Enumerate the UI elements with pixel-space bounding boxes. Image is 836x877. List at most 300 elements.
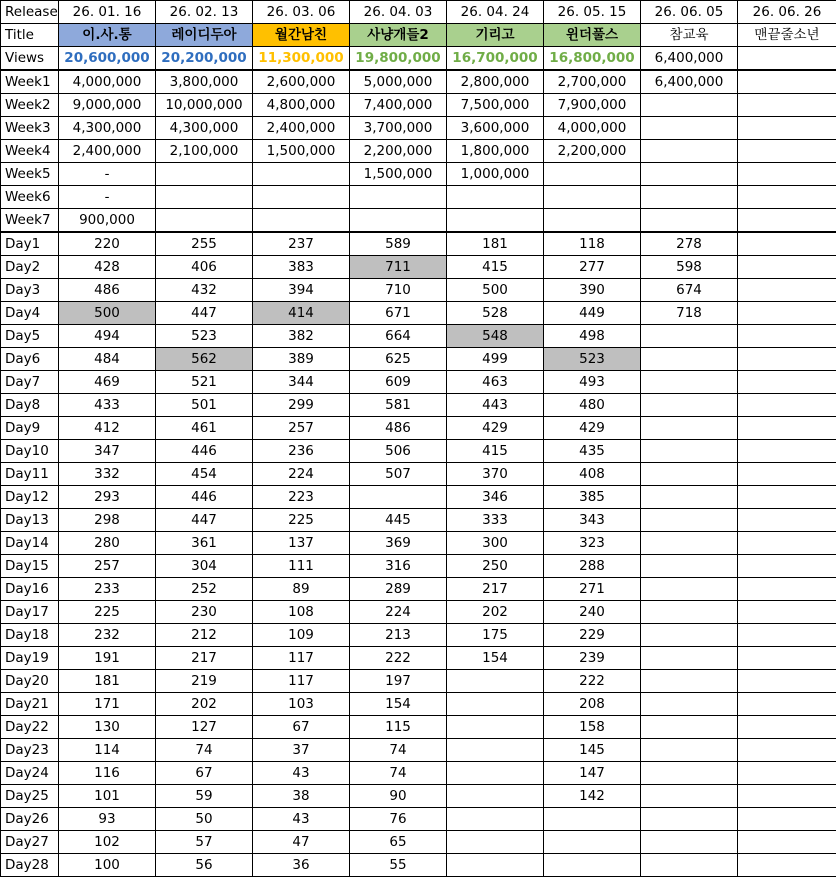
value-cell: 257	[59, 555, 156, 578]
value-cell: 4,300,000	[59, 117, 156, 140]
value-cell: 9,000,000	[59, 94, 156, 117]
value-cell	[641, 624, 738, 647]
day-row	[1, 348, 836, 371]
value-cell: 154	[350, 693, 447, 716]
value-cell: 289	[350, 578, 447, 601]
row-label: Week6	[1, 186, 59, 209]
value-cell	[641, 94, 738, 117]
value-cell: 4,000,000	[59, 70, 156, 94]
value-cell: 521	[156, 371, 253, 394]
release-date: 26. 01. 16	[59, 1, 156, 24]
value-cell: 1,800,000	[447, 140, 544, 163]
value-cell: 222	[350, 647, 447, 670]
value-cell	[738, 486, 836, 509]
value-cell	[544, 186, 641, 209]
value-cell: 463	[447, 371, 544, 394]
value-cell: 257	[253, 417, 350, 440]
value-cell: 346	[447, 486, 544, 509]
value-cell	[641, 486, 738, 509]
day-row	[1, 232, 836, 256]
value-cell: 103	[253, 693, 350, 716]
value-cell: 2,700,000	[544, 70, 641, 94]
row-label: Day1	[1, 232, 59, 256]
value-cell: 293	[59, 486, 156, 509]
value-cell: 429	[544, 417, 641, 440]
value-cell: 506	[350, 440, 447, 463]
value-cell: 609	[350, 371, 447, 394]
value-cell: 300	[447, 532, 544, 555]
release-date: 26. 05. 15	[544, 1, 641, 24]
value-cell	[641, 762, 738, 785]
value-cell: 369	[350, 532, 447, 555]
day-row	[1, 854, 836, 877]
value-cell: 389	[253, 348, 350, 371]
value-cell: 250	[447, 555, 544, 578]
value-cell: 523	[544, 348, 641, 371]
value-cell: 500	[59, 302, 156, 325]
value-cell	[738, 762, 836, 785]
value-cell: 2,400,000	[59, 140, 156, 163]
views-label: Views	[1, 47, 59, 71]
row-label: Day16	[1, 578, 59, 601]
value-cell	[641, 739, 738, 762]
row-label: Day28	[1, 854, 59, 877]
day-row	[1, 486, 836, 509]
value-cell	[447, 785, 544, 808]
value-cell	[641, 693, 738, 716]
value-cell	[641, 601, 738, 624]
value-cell	[738, 739, 836, 762]
value-cell: 222	[544, 670, 641, 693]
value-cell	[641, 371, 738, 394]
value-cell	[641, 117, 738, 140]
value-cell	[641, 209, 738, 233]
value-cell: 38	[253, 785, 350, 808]
value-cell: 523	[156, 325, 253, 348]
release-date: 26. 03. 06	[253, 1, 350, 24]
value-cell: 237	[253, 232, 350, 256]
day-row	[1, 417, 836, 440]
row-label: Day26	[1, 808, 59, 831]
value-cell: 213	[350, 624, 447, 647]
value-cell: 101	[59, 785, 156, 808]
value-cell	[253, 163, 350, 186]
value-cell: 202	[156, 693, 253, 716]
release-date: 26. 06. 05	[641, 1, 738, 24]
week-row	[1, 140, 836, 163]
value-cell: 36	[253, 854, 350, 877]
value-cell	[738, 371, 836, 394]
week-row	[1, 94, 836, 117]
value-cell: 229	[544, 624, 641, 647]
value-cell: 710	[350, 279, 447, 302]
value-cell: 900,000	[59, 209, 156, 233]
day-row	[1, 716, 836, 739]
row-label: Day19	[1, 647, 59, 670]
value-cell: 147	[544, 762, 641, 785]
value-cell	[738, 440, 836, 463]
day-row	[1, 256, 836, 279]
value-cell: 252	[156, 578, 253, 601]
value-cell: 93	[59, 808, 156, 831]
value-cell	[641, 463, 738, 486]
value-cell: 217	[156, 647, 253, 670]
series-title: 참교육	[641, 24, 738, 47]
day-row	[1, 279, 836, 302]
value-cell: 154	[447, 647, 544, 670]
row-label: Day3	[1, 279, 59, 302]
value-cell: 233	[59, 578, 156, 601]
value-cell: 347	[59, 440, 156, 463]
value-cell: 1,500,000	[253, 140, 350, 163]
value-cell: 428	[59, 256, 156, 279]
value-cell: 115	[350, 716, 447, 739]
value-cell: 7,500,000	[447, 94, 544, 117]
value-cell: 2,800,000	[447, 70, 544, 94]
value-cell: 240	[544, 601, 641, 624]
value-cell: 298	[59, 509, 156, 532]
value-cell	[350, 486, 447, 509]
row-label: Day22	[1, 716, 59, 739]
value-cell	[641, 163, 738, 186]
value-cell	[641, 647, 738, 670]
day-row	[1, 532, 836, 555]
value-cell: 304	[156, 555, 253, 578]
value-cell: 344	[253, 371, 350, 394]
row-label: Day15	[1, 555, 59, 578]
value-cell	[447, 670, 544, 693]
value-cell	[544, 831, 641, 854]
value-cell: 446	[156, 486, 253, 509]
day-row	[1, 831, 836, 854]
value-cell: 493	[544, 371, 641, 394]
value-cell: 116	[59, 762, 156, 785]
value-cell: 74	[350, 739, 447, 762]
value-cell: 390	[544, 279, 641, 302]
value-cell	[544, 163, 641, 186]
value-cell: 224	[350, 601, 447, 624]
value-cell: 100	[59, 854, 156, 877]
value-cell: 137	[253, 532, 350, 555]
value-cell: 277	[544, 256, 641, 279]
value-cell	[641, 186, 738, 209]
value-cell: 208	[544, 693, 641, 716]
value-cell	[156, 163, 253, 186]
value-cell	[738, 70, 836, 94]
value-cell: 2,200,000	[544, 140, 641, 163]
value-cell: 181	[59, 670, 156, 693]
value-cell	[738, 186, 836, 209]
week-row	[1, 186, 836, 209]
value-cell	[738, 647, 836, 670]
value-cell: 280	[59, 532, 156, 555]
row-label: Day9	[1, 417, 59, 440]
release-label: Release	[1, 1, 59, 24]
value-cell: 224	[253, 463, 350, 486]
value-cell: 239	[544, 647, 641, 670]
row-label: Day10	[1, 440, 59, 463]
row-label: Week2	[1, 94, 59, 117]
value-cell: 89	[253, 578, 350, 601]
value-cell	[350, 209, 447, 233]
total-views: 11,300,000	[253, 47, 350, 71]
day-row	[1, 302, 836, 325]
value-cell	[738, 716, 836, 739]
value-cell: 1,000,000	[447, 163, 544, 186]
value-cell: 484	[59, 348, 156, 371]
value-cell: 181	[447, 232, 544, 256]
day-row	[1, 509, 836, 532]
title-row	[1, 24, 836, 47]
value-cell: 67	[156, 762, 253, 785]
value-cell: 212	[156, 624, 253, 647]
day-row	[1, 371, 836, 394]
value-cell: 394	[253, 279, 350, 302]
value-cell: 333	[447, 509, 544, 532]
value-cell: 469	[59, 371, 156, 394]
row-label: Day11	[1, 463, 59, 486]
value-cell: 461	[156, 417, 253, 440]
value-cell: 480	[544, 394, 641, 417]
value-cell	[641, 417, 738, 440]
value-cell	[738, 854, 836, 877]
value-cell	[447, 739, 544, 762]
day-row	[1, 670, 836, 693]
value-cell	[738, 279, 836, 302]
row-label: Day13	[1, 509, 59, 532]
day-row	[1, 785, 836, 808]
day-row	[1, 578, 836, 601]
row-label: Day20	[1, 670, 59, 693]
value-cell: 225	[59, 601, 156, 624]
value-cell: 486	[59, 279, 156, 302]
value-cell	[641, 831, 738, 854]
day-row	[1, 808, 836, 831]
value-cell	[641, 670, 738, 693]
value-cell	[738, 463, 836, 486]
day-row	[1, 624, 836, 647]
value-cell: 197	[350, 670, 447, 693]
value-cell: 102	[59, 831, 156, 854]
value-cell: 4,300,000	[156, 117, 253, 140]
value-cell: 6,400,000	[641, 70, 738, 94]
value-cell	[641, 532, 738, 555]
value-cell	[641, 785, 738, 808]
row-label: Day2	[1, 256, 59, 279]
value-cell: 59	[156, 785, 253, 808]
total-views	[738, 47, 836, 71]
row-label: Day17	[1, 601, 59, 624]
value-cell: 10,000,000	[156, 94, 253, 117]
value-cell: 37	[253, 739, 350, 762]
total-views: 16,800,000	[544, 47, 641, 71]
value-cell: 370	[447, 463, 544, 486]
value-cell: 5,000,000	[350, 70, 447, 94]
value-cell	[447, 854, 544, 877]
row-label: Week3	[1, 117, 59, 140]
value-cell: 236	[253, 440, 350, 463]
row-label: Week1	[1, 70, 59, 94]
value-cell: 414	[253, 302, 350, 325]
value-cell: 74	[350, 762, 447, 785]
value-cell: 385	[544, 486, 641, 509]
row-label: Day7	[1, 371, 59, 394]
total-views: 6,400,000	[641, 47, 738, 71]
day-row	[1, 325, 836, 348]
value-cell: 383	[253, 256, 350, 279]
value-cell	[738, 785, 836, 808]
value-cell: 55	[350, 854, 447, 877]
row-label: Day27	[1, 831, 59, 854]
row-label: Day24	[1, 762, 59, 785]
value-cell: 142	[544, 785, 641, 808]
total-views: 20,600,000	[59, 47, 156, 71]
value-cell: 562	[156, 348, 253, 371]
value-cell	[253, 186, 350, 209]
value-cell: 581	[350, 394, 447, 417]
value-cell: 429	[447, 417, 544, 440]
value-cell	[641, 716, 738, 739]
value-cell: 528	[447, 302, 544, 325]
series-title: 레이디두아	[156, 24, 253, 47]
value-cell: 232	[59, 624, 156, 647]
value-cell: 158	[544, 716, 641, 739]
value-cell: 175	[447, 624, 544, 647]
series-title: 맨끝줄소년	[738, 24, 836, 47]
value-cell	[641, 808, 738, 831]
value-cell	[738, 348, 836, 371]
value-cell: 50	[156, 808, 253, 831]
value-cell	[738, 670, 836, 693]
value-cell: 446	[156, 440, 253, 463]
value-cell	[641, 509, 738, 532]
value-cell: 443	[447, 394, 544, 417]
value-cell: 412	[59, 417, 156, 440]
value-cell	[738, 831, 836, 854]
release-date: 26. 06. 26	[738, 1, 836, 24]
value-cell: -	[59, 186, 156, 209]
value-cell	[738, 555, 836, 578]
value-cell: 711	[350, 256, 447, 279]
value-cell: 4,800,000	[253, 94, 350, 117]
day-row	[1, 440, 836, 463]
release-date: 26. 02. 13	[156, 1, 253, 24]
value-cell: 65	[350, 831, 447, 854]
value-cell: 3,600,000	[447, 117, 544, 140]
value-cell: 271	[544, 578, 641, 601]
value-cell	[544, 808, 641, 831]
value-cell: 2,400,000	[253, 117, 350, 140]
value-cell: 674	[641, 279, 738, 302]
value-cell	[350, 186, 447, 209]
value-cell: 2,200,000	[350, 140, 447, 163]
value-cell	[738, 601, 836, 624]
release-date: 26. 04. 24	[447, 1, 544, 24]
value-cell: 67	[253, 716, 350, 739]
row-label: Day21	[1, 693, 59, 716]
value-cell: 3,700,000	[350, 117, 447, 140]
value-cell: 288	[544, 555, 641, 578]
value-cell	[544, 209, 641, 233]
row-label: Day5	[1, 325, 59, 348]
day-row	[1, 555, 836, 578]
title-label: Title	[1, 24, 59, 47]
value-cell: 316	[350, 555, 447, 578]
value-cell	[738, 808, 836, 831]
value-cell: 220	[59, 232, 156, 256]
value-cell: 109	[253, 624, 350, 647]
value-cell	[738, 624, 836, 647]
value-cell	[738, 693, 836, 716]
value-cell: 718	[641, 302, 738, 325]
value-cell: 108	[253, 601, 350, 624]
value-cell	[641, 394, 738, 417]
value-cell: 56	[156, 854, 253, 877]
value-cell: 435	[544, 440, 641, 463]
week-row	[1, 163, 836, 186]
day-row	[1, 601, 836, 624]
value-cell: 406	[156, 256, 253, 279]
value-cell: 3,800,000	[156, 70, 253, 94]
value-cell	[544, 854, 641, 877]
value-cell	[738, 94, 836, 117]
views-row	[1, 47, 836, 71]
value-cell: 625	[350, 348, 447, 371]
value-cell: 145	[544, 739, 641, 762]
value-cell: 278	[641, 232, 738, 256]
value-cell: 415	[447, 440, 544, 463]
value-cell	[641, 325, 738, 348]
value-cell: 217	[447, 578, 544, 601]
row-label: Day23	[1, 739, 59, 762]
day-row	[1, 739, 836, 762]
value-cell: 191	[59, 647, 156, 670]
value-cell	[641, 555, 738, 578]
value-cell: 2,100,000	[156, 140, 253, 163]
value-cell: 323	[544, 532, 641, 555]
series-title: 월간남친	[253, 24, 350, 47]
value-cell: 332	[59, 463, 156, 486]
day-row	[1, 394, 836, 417]
value-cell: 361	[156, 532, 253, 555]
value-cell: 117	[253, 670, 350, 693]
value-cell	[738, 163, 836, 186]
value-cell	[641, 348, 738, 371]
value-cell	[447, 716, 544, 739]
value-cell: 415	[447, 256, 544, 279]
value-cell: 7,400,000	[350, 94, 447, 117]
value-cell: 454	[156, 463, 253, 486]
value-cell: 589	[350, 232, 447, 256]
total-views: 19,800,000	[350, 47, 447, 71]
value-cell: 114	[59, 739, 156, 762]
value-cell	[738, 302, 836, 325]
value-cell	[447, 693, 544, 716]
value-cell: 447	[156, 509, 253, 532]
day-row	[1, 463, 836, 486]
value-cell	[738, 209, 836, 233]
row-label: Day6	[1, 348, 59, 371]
day-row	[1, 647, 836, 670]
release-date: 26. 04. 03	[350, 1, 447, 24]
value-cell: 2,600,000	[253, 70, 350, 94]
row-label: Day4	[1, 302, 59, 325]
value-cell: 202	[447, 601, 544, 624]
row-label: Day18	[1, 624, 59, 647]
value-cell: 230	[156, 601, 253, 624]
value-cell: 486	[350, 417, 447, 440]
week-row	[1, 209, 836, 233]
